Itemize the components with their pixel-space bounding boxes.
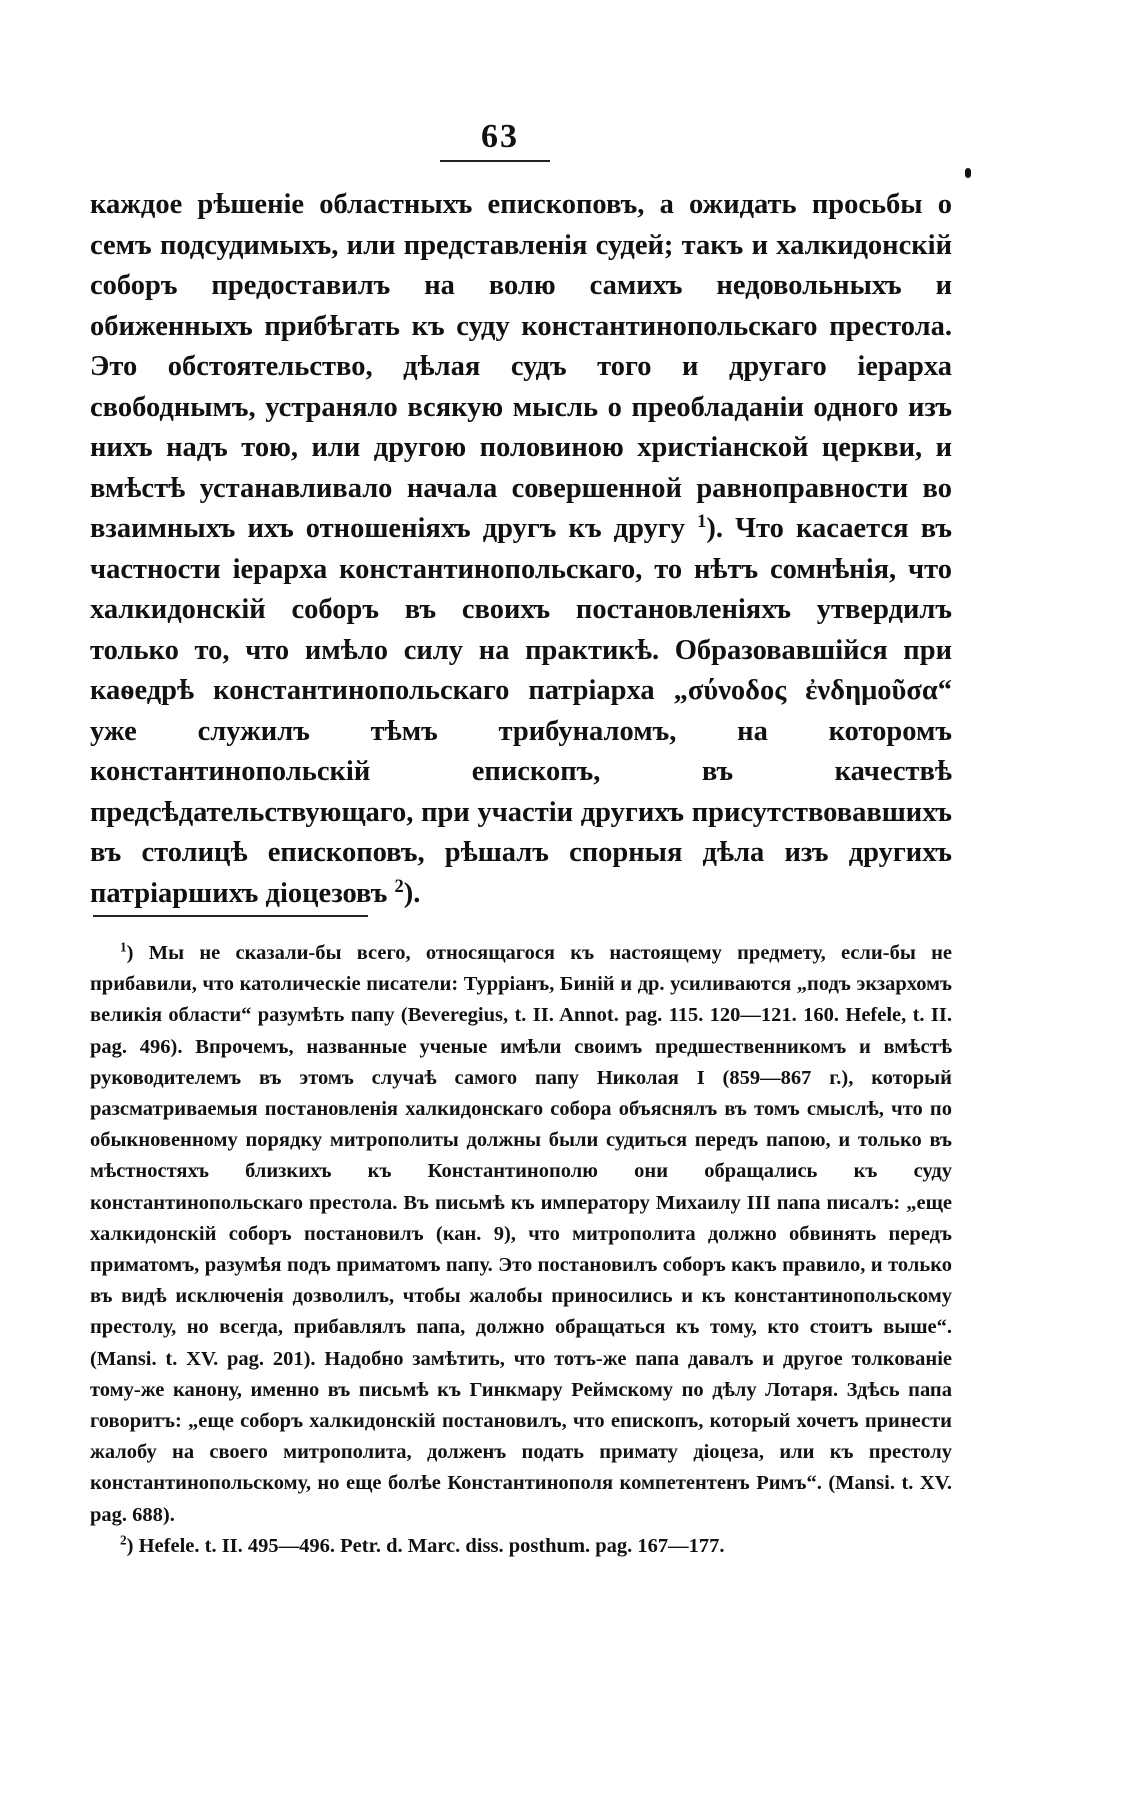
page-number: 63 [481, 118, 519, 155]
footnote-separator [93, 915, 368, 917]
footnote-2 [90, 1531, 952, 1562]
footnote-2-text: ) Hefele. t. II. 495—496. Petr. d. Marc. diss. posthum. pag. 167—177. [126, 1534, 725, 1557]
main-text [90, 185, 952, 914]
page-number-underline [440, 160, 550, 162]
main-text-segment-1: каждое рѣшеніе областныхъ епископовъ, а ожидать просьбы о семъ подсудимыхъ, или представленія судей; такъ и халкидонскій соборъ предоставилъ на волю самихъ недовольныхъ и обиженныхъ прибѣгать къ суду константинопольскаго престола. Это обстоятельство, дѣлая судъ того и другаго іерарха свободнымъ, устраняло всякую мысль о преобладаніи одного изъ нихъ надъ тою, или другою половиною христіанской церкви, и вмѣстѣ устанавливало начала совершенной равноправности во взаимныхъ ихъ отношеніяхъ другъ къ другу [90, 189, 952, 544]
footnotes [90, 938, 952, 1562]
main-text-segment-2: ). Что касается въ частности іерарха константинопольскаго, то нѣтъ сомнѣнія, что халкидонскій соборъ въ своихъ постановленіяхъ утвердилъ только то, что имѣло силу на практикѣ. Образовавшійся при каѳедрѣ константинопольскаго патріарха „σύνοδος ἐνδημοῦσα“ уже служилъ тѣмъ трибуналомъ, на которомъ константинопольскій епископъ, въ качествѣ предсѣдательствующаго, при участіи другихъ присутствовавшихъ въ столицѣ епископовъ, рѣшалъ спорныя дѣла изъ другихъ патріаршихъ діоцезовъ [90, 513, 952, 909]
margin-ink-mark [965, 168, 971, 178]
footnote-reference-1[interactable]: 1 [697, 510, 707, 532]
main-paragraph [90, 185, 952, 914]
footnote-2-marker: 2 [120, 1532, 127, 1548]
footnote-1-text: ) Мы не сказали-бы всего, относящагося къ настоящему предмету, если-бы не прибавили, что католическіе писатели: Турріанъ, Биній и др. усиливаются „подъ экзархомъ великія области“ разумѣть папу (Beveregius, t. II. Annot. pag. 115. 120—121. 160. Hefele, t. II. pag. 496). Впрочемъ, названные ученые имѣли своимъ предшественникомъ и вмѣстѣ руководителемъ въ этомъ случаѣ самого папу Николая I (859—867 г.), который разсматриваемыя постановленія халкидонскаго собора объяснялъ въ томъ смыслѣ, что по обыкновенному порядку митрополиты должны были судиться передъ папою, и только въ мѣстностяхъ близкихъ къ Константинополю они обращались къ суду константинопольскаго престола. Въ письмѣ къ императору Михаилу III папа писалъ: „еще халкидонскій соборъ постановилъ (кан. 9), что митрополита должно обвинять передъ приматомъ, разумѣя подъ приматомъ папу. Это постановилъ соборъ какъ правило, и только въ видѣ исключенія дозволилъ, чтобы жалобы приносились и къ константинопольскому престолу, но всегда, прибавлялъ папа, должно обращаться къ тому, кто стоитъ выше“. (Mansi. t. XV. pag. 201). Надобно замѣтить, что тотъ-же папа давалъ и другое толкованіе тому-же канону, именно въ письмѣ къ Гинкмару Реймскому по дѣлу Лотаря. Здѣсь папа говоритъ: „еще соборъ халкидонскій постановилъ, что епископъ, который хочетъ принести жалобу на своего митрополита, долженъ подать примату діоцеза, или къ престолу константинопольскому, но еще болѣе Константинополя компетентенъ Римъ“. (Mansi. t. XV. pag. 688). [90, 942, 952, 1526]
main-text-segment-3: ). [403, 877, 421, 909]
footnote-1-marker: 1 [120, 939, 127, 955]
footnote-1 [90, 938, 952, 1531]
footnote-reference-2[interactable]: 2 [394, 875, 404, 897]
